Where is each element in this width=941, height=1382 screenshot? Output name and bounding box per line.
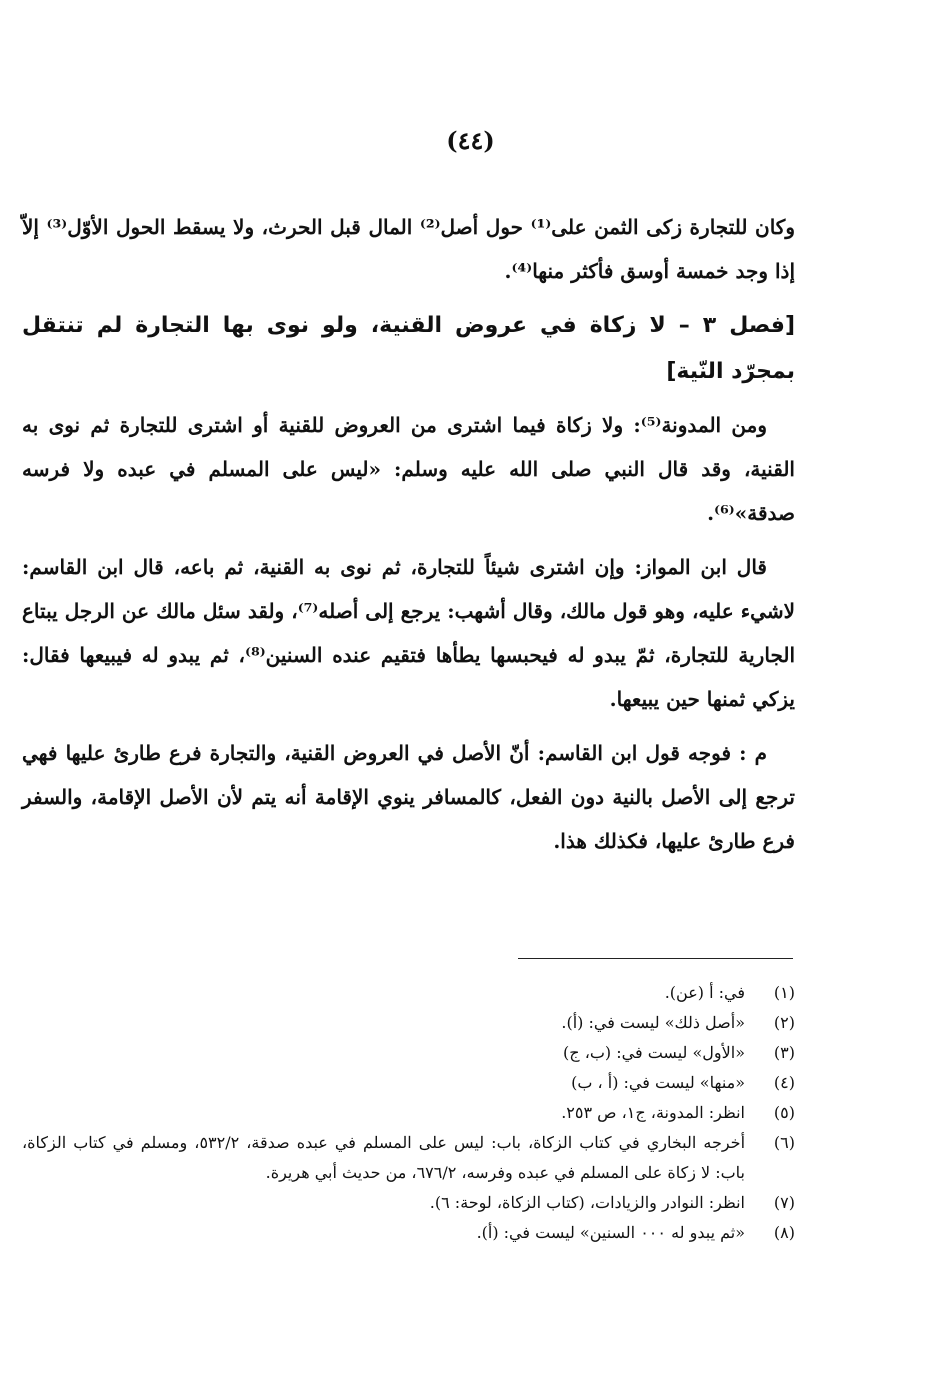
footnote-text: انظر: النوادر والزيادات، (كتاب الزكاة، لوحة: ٦). [429, 1193, 745, 1212]
page-number: (٤٤) [446, 126, 495, 155]
footnote-item [22, 1068, 795, 1098]
footnote-number: (٥) [773, 1103, 795, 1122]
footnote-item [22, 1008, 795, 1038]
footnotes [22, 978, 795, 1248]
footnote-number: (٢) [773, 1013, 795, 1032]
footnote-text: «ثم يبدو له ٠٠٠ السنين» ليست في: (أ). [476, 1223, 745, 1242]
footnote-text: أخرجه البخاري في كتاب الزكاة، باب: ليس على المسلم في عبده صدقة، ٥٣٢/٢، ومسلم في كتاب الزكاة، باب: لا زكاة على المسلم في عبده وفرسه، ٦٧٦/٢، من حديث أبي هريرة. [22, 1133, 746, 1182]
footnote-text: انظر: المدونة، ج١، ص ٢٥٣. [561, 1103, 745, 1122]
main-text [22, 205, 795, 873]
footnote-item [22, 1038, 795, 1068]
footnote-item [22, 1098, 795, 1128]
footnote-item [22, 1128, 795, 1188]
footnote-item [22, 978, 795, 1008]
footnote-number: (٧) [773, 1193, 795, 1212]
footnote-item [22, 1218, 795, 1248]
footnote-number: (٨) [773, 1223, 795, 1242]
footnote-divider [518, 958, 793, 959]
section-heading: [فصل ٣ – لا زكاة في عروض القنية، ولو نوى بها التجارة لم تنتقل بمجرّد النّية] [22, 313, 796, 384]
footnote-text: «منها» ليست في: (أ ، ب) [571, 1073, 745, 1092]
footnote-number: (١) [773, 983, 795, 1002]
footnote-number: (٤) [773, 1073, 795, 1092]
footnote-text: «أصل ذلك» ليست في: (أ). [561, 1013, 745, 1032]
footnote-number: (٦) [773, 1133, 795, 1152]
paragraph-2: ومن المدونة⁽⁵⁾: ولا زكاة فيما اشترى من العروض للقنية أو اشترى للتجارة ثم نوى به القنية، وقد قال النبي صلى الله عليه وسلم: «ليس على المسلم في عبده ولا فرسه صدقة»⁽⁶⁾. [22, 413, 795, 525]
paragraph-4: م : فوجه قول ابن القاسم: أنّ الأصل في العروض القنية، والتجارة فرع طارئ عليها فهي ترجع إلى الأصل بالنية دون الفعل، كالمسافر ينوي الإقامة أنه يتم لأن الأصل الإقامة، والسفر فرع طارئ عليها، فكذلك هذا. [22, 741, 795, 853]
paragraph-3: قال ابن المواز: وإن اشترى شيئاً للتجارة، ثم نوى به القنية، ثم باعه، قال ابن القاسم: لاشيء عليه، وهو قول مالك، وقال أشهب: يرجع إلى أصله⁽⁷⁾، ولقد سئل مالك عن الرجل يبتاع الجارية للتجارة، ثمّ يبدو له فيحبسها يطأها فتقيم عنده السنين⁽⁸⁾، ثم يبدو له فيبيعها فقال: يزكي ثمنها حين يبيعها. [22, 555, 795, 711]
footnote-item [22, 1188, 795, 1218]
paragraph-1: وكان للتجارة زكى الثمن على⁽¹⁾ حول أصل⁽²⁾ المال قبل الحرث، ولا يسقط الحول الأوّل⁽³⁾ إلاّ إذا وجد خمسة أوسق فأكثر منها⁽⁴⁾. [22, 215, 795, 283]
footnote-text: «الأول» ليست في: (ب، ج) [563, 1043, 745, 1062]
footnote-number: (٣) [773, 1043, 795, 1062]
footnote-text: في: أ (عن). [664, 983, 745, 1002]
